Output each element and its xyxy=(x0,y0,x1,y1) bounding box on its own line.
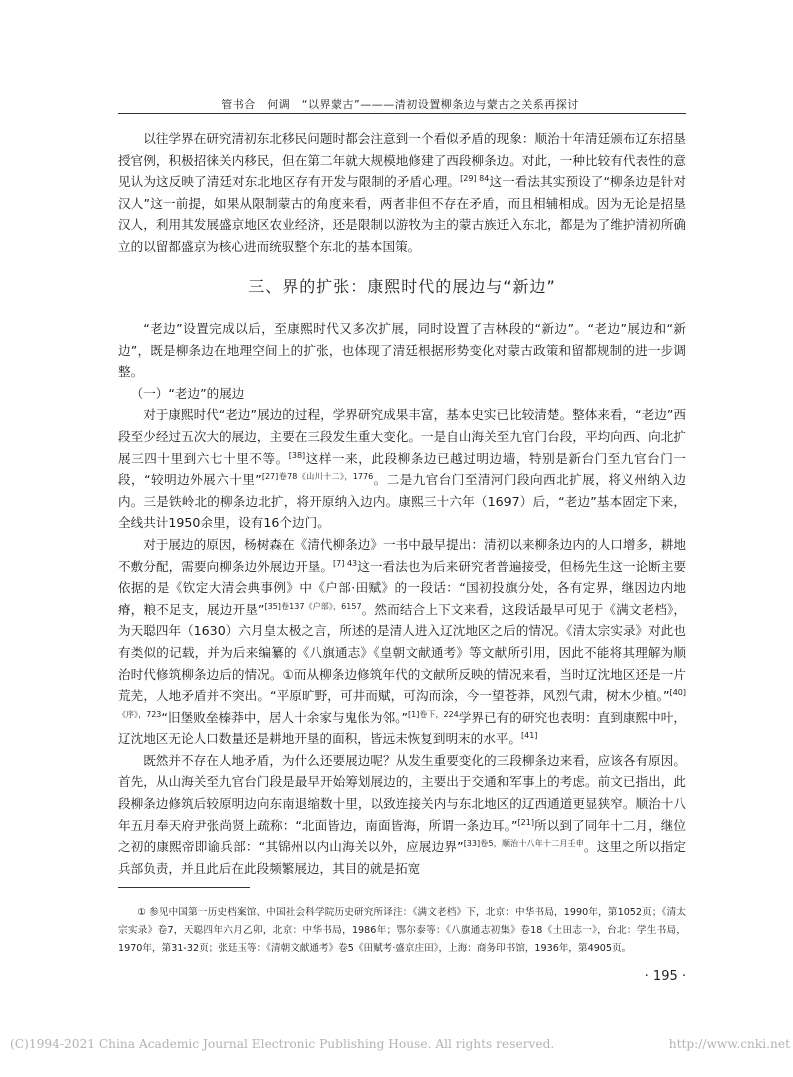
paragraph-text: 以往学界在研究清初东北移民问题时都会注意到一个看似矛盾的现象：顺治十年清廷颁布辽东招垦授官例，积极招徕关内移民，但在第二年就大规模地修建了西段柳条边。对此，一种比较有代表性的意见认为这反映了清廷对东北地区存有开发与限制的矛盾心理。 xyxy=(118,131,686,190)
paragraph-text: 对于展边的原因，杨树森在《清代柳条边》一书中最早提出：清初以来柳条边内的人口增多，耕地不敷分配，需要向柳条边外展边开垦。 xyxy=(118,536,686,574)
paragraph-text: 。这里之所以指定兵部负责，并且此后在此段频繁展边，其目的就是拓宽 xyxy=(118,839,687,876)
citation: [1]卷下，224 xyxy=(408,709,459,719)
citation: [21] xyxy=(517,817,534,827)
paragraph-text: 所以到了同年十二月，继位之初的康熙帝即谕兵部：“其锦州以内山海关以外，应展边界” xyxy=(118,817,687,855)
subsection-title: （一）“老边”的展边 xyxy=(130,385,245,401)
paragraph-expansion-causes xyxy=(118,750,686,880)
paragraph-expansion-process xyxy=(118,404,686,534)
section-title: 三、界的扩张：康熙时代的展边与“新边” xyxy=(248,277,556,296)
running-header: 管书合 何调 “以界蒙古”———清初设置柳条边与蒙古之关系再探讨 xyxy=(221,98,579,111)
paragraph-text: 而从柳条边修筑年代的文献所反映的情况来看，当时辽沈地区还是一片荒芜，人地矛盾并不突出。“平原旷野，可井而赋，可沟而涂，今一望苍莽，风烈气肃，树木少植。” xyxy=(118,666,687,704)
citation: [27]卷78《山川十二》，1776 xyxy=(261,471,374,481)
paragraph-text: “旧堡败垒榛莽中，居人十余家与鬼伥为邻。” xyxy=(161,709,409,725)
citation: [33]卷5，顺治十八年十二月壬申 xyxy=(463,839,584,849)
page-number: · 195 · xyxy=(644,969,686,984)
footnote-text: ① 参见中国第一历史档案馆、中国社会科学院历史研究所译注：《满文老档》下，北京：中华书局，1990年，第1052页；《清太宗实录》卷7，天聪四年六月乙卯，北京：中华书局，1986年；鄂尔泰等：《八旗通志初集》卷18《土田志一》，台北：学生书局，1970年，第31-32页；张廷玉等：《清朝文献通考》卷5《田赋考·盛京庄田》，上海：商务印书馆，1936年，第4905页。 xyxy=(118,907,686,954)
intro-paragraph xyxy=(118,128,686,258)
footnote-rule xyxy=(118,887,250,888)
copyright-notice: (C)1994-2021 China Academic Journal Electronic Publishing House. All rights reserved. xyxy=(10,1037,555,1051)
citation: [35]卷137《户部》，6157 xyxy=(264,601,362,611)
footnote-marker: ① xyxy=(282,666,294,682)
header-rule xyxy=(118,113,686,114)
section-intro: “老边”设置完成以后，至康熙时代又多次扩展，同时设置了吉林段的“新边”。“老边”展边和“新边”，既是柳条边在地理空间上的扩张，也体现了清廷根据形势变化对蒙古政策和留都规制的进一步调整。 xyxy=(118,321,686,380)
paragraph-expansion-reason xyxy=(118,534,686,750)
citation: [7] 43 xyxy=(333,558,358,568)
paragraph-text: 这样一来，此段柳条边已越过明边墙，特别是新台门至九官台门一段，“较明边外展六十里” xyxy=(118,450,687,488)
section-body xyxy=(118,318,686,879)
paragraph-text: 。二是九官台门至清河门段向西北扩展，将义州纳入边内。三是铁岭北的柳条边北扩，将开原纳入边内。康熙三十六年（1697）后，“老边”基本固定下来，全线共计1950余里，设有16个边门。 xyxy=(118,472,686,531)
paragraph-text: 既然并不存在人地矛盾，为什么还要展边呢？从发生重要变化的三段柳条边来看，应该各有原因。首先，从山海关至九官台门段是最早开始筹划展边的，主要出于交通和军事上的考虑。前文已指出，此段柳条边修筑后较原明边向东南退缩数十里，以致连接关内与东北地区的辽西通道更显狭窄。顺治十八年五月奉天府尹张尚贤上疏称：“北面皆边，南面皆海，所谓一条边耳。” xyxy=(118,752,686,833)
paragraph-text: 学界已有的研究也表明：直到康熙中叶，辽沈地区无论人口数量还是耕地开垦的面积，皆远未恢复到明末的水平。 xyxy=(118,709,686,747)
paragraph-migration-contradiction xyxy=(118,128,686,258)
paragraph-text: 这一看法也为后来研究者普遍接受，但杨先生这一论断主要依据的是《钦定大清会典事例》中《户部·田赋》的一段话：“国初投旗分处，各有定界，继因边内地瘠，粮不足支，展边开垦” xyxy=(118,558,686,617)
paragraph-text: 对于康熙时代“老边”展边的过程，学界研究成果丰富，基本史实已比较清楚。整体来看，“老边”西段至少经过五次大的展边，主要在三段发生重大变化。一是自山海关至九官门台段，平均向西、向北扩展三四十里到六七十里不等。 xyxy=(118,407,686,466)
citation: [29] 84 xyxy=(460,174,490,183)
footnote xyxy=(118,904,686,958)
citation: [41] xyxy=(521,731,538,741)
cnki-link[interactable]: http://www.cnki.net xyxy=(668,1037,790,1051)
paragraph-text: 。然而结合上下文来看，这段话最早可见于《满文老档》，为天聪四年（1630）六月皇太极之言，所述的是清人进入辽沈地区之后的情况。《清太宗实录》对此也有类似的记载，并为后来编纂的《八旗通志》《皇朝文献通考》等文献所引用，因此不能将其理解为顺治时代修筑柳条边后的情况。 xyxy=(118,601,686,682)
copyright-bar xyxy=(10,1037,790,1051)
citation: [38] xyxy=(288,450,306,460)
citation: [40]《序》，723 xyxy=(118,687,686,719)
paragraph-text: 这一看法其实预设了“柳条边是针对汉人”这一前提，如果从限制蒙古的角度来看，两者非但不存在矛盾，而且相辅相成。因为无论是招垦汉人，利用其发展盛京地区农业经济，还是限制以游牧为主的蒙古族迁入东北，都是为了维护清初所确立的以留都盛京为核心进而统驭整个东北的基本国策。 xyxy=(118,174,687,254)
